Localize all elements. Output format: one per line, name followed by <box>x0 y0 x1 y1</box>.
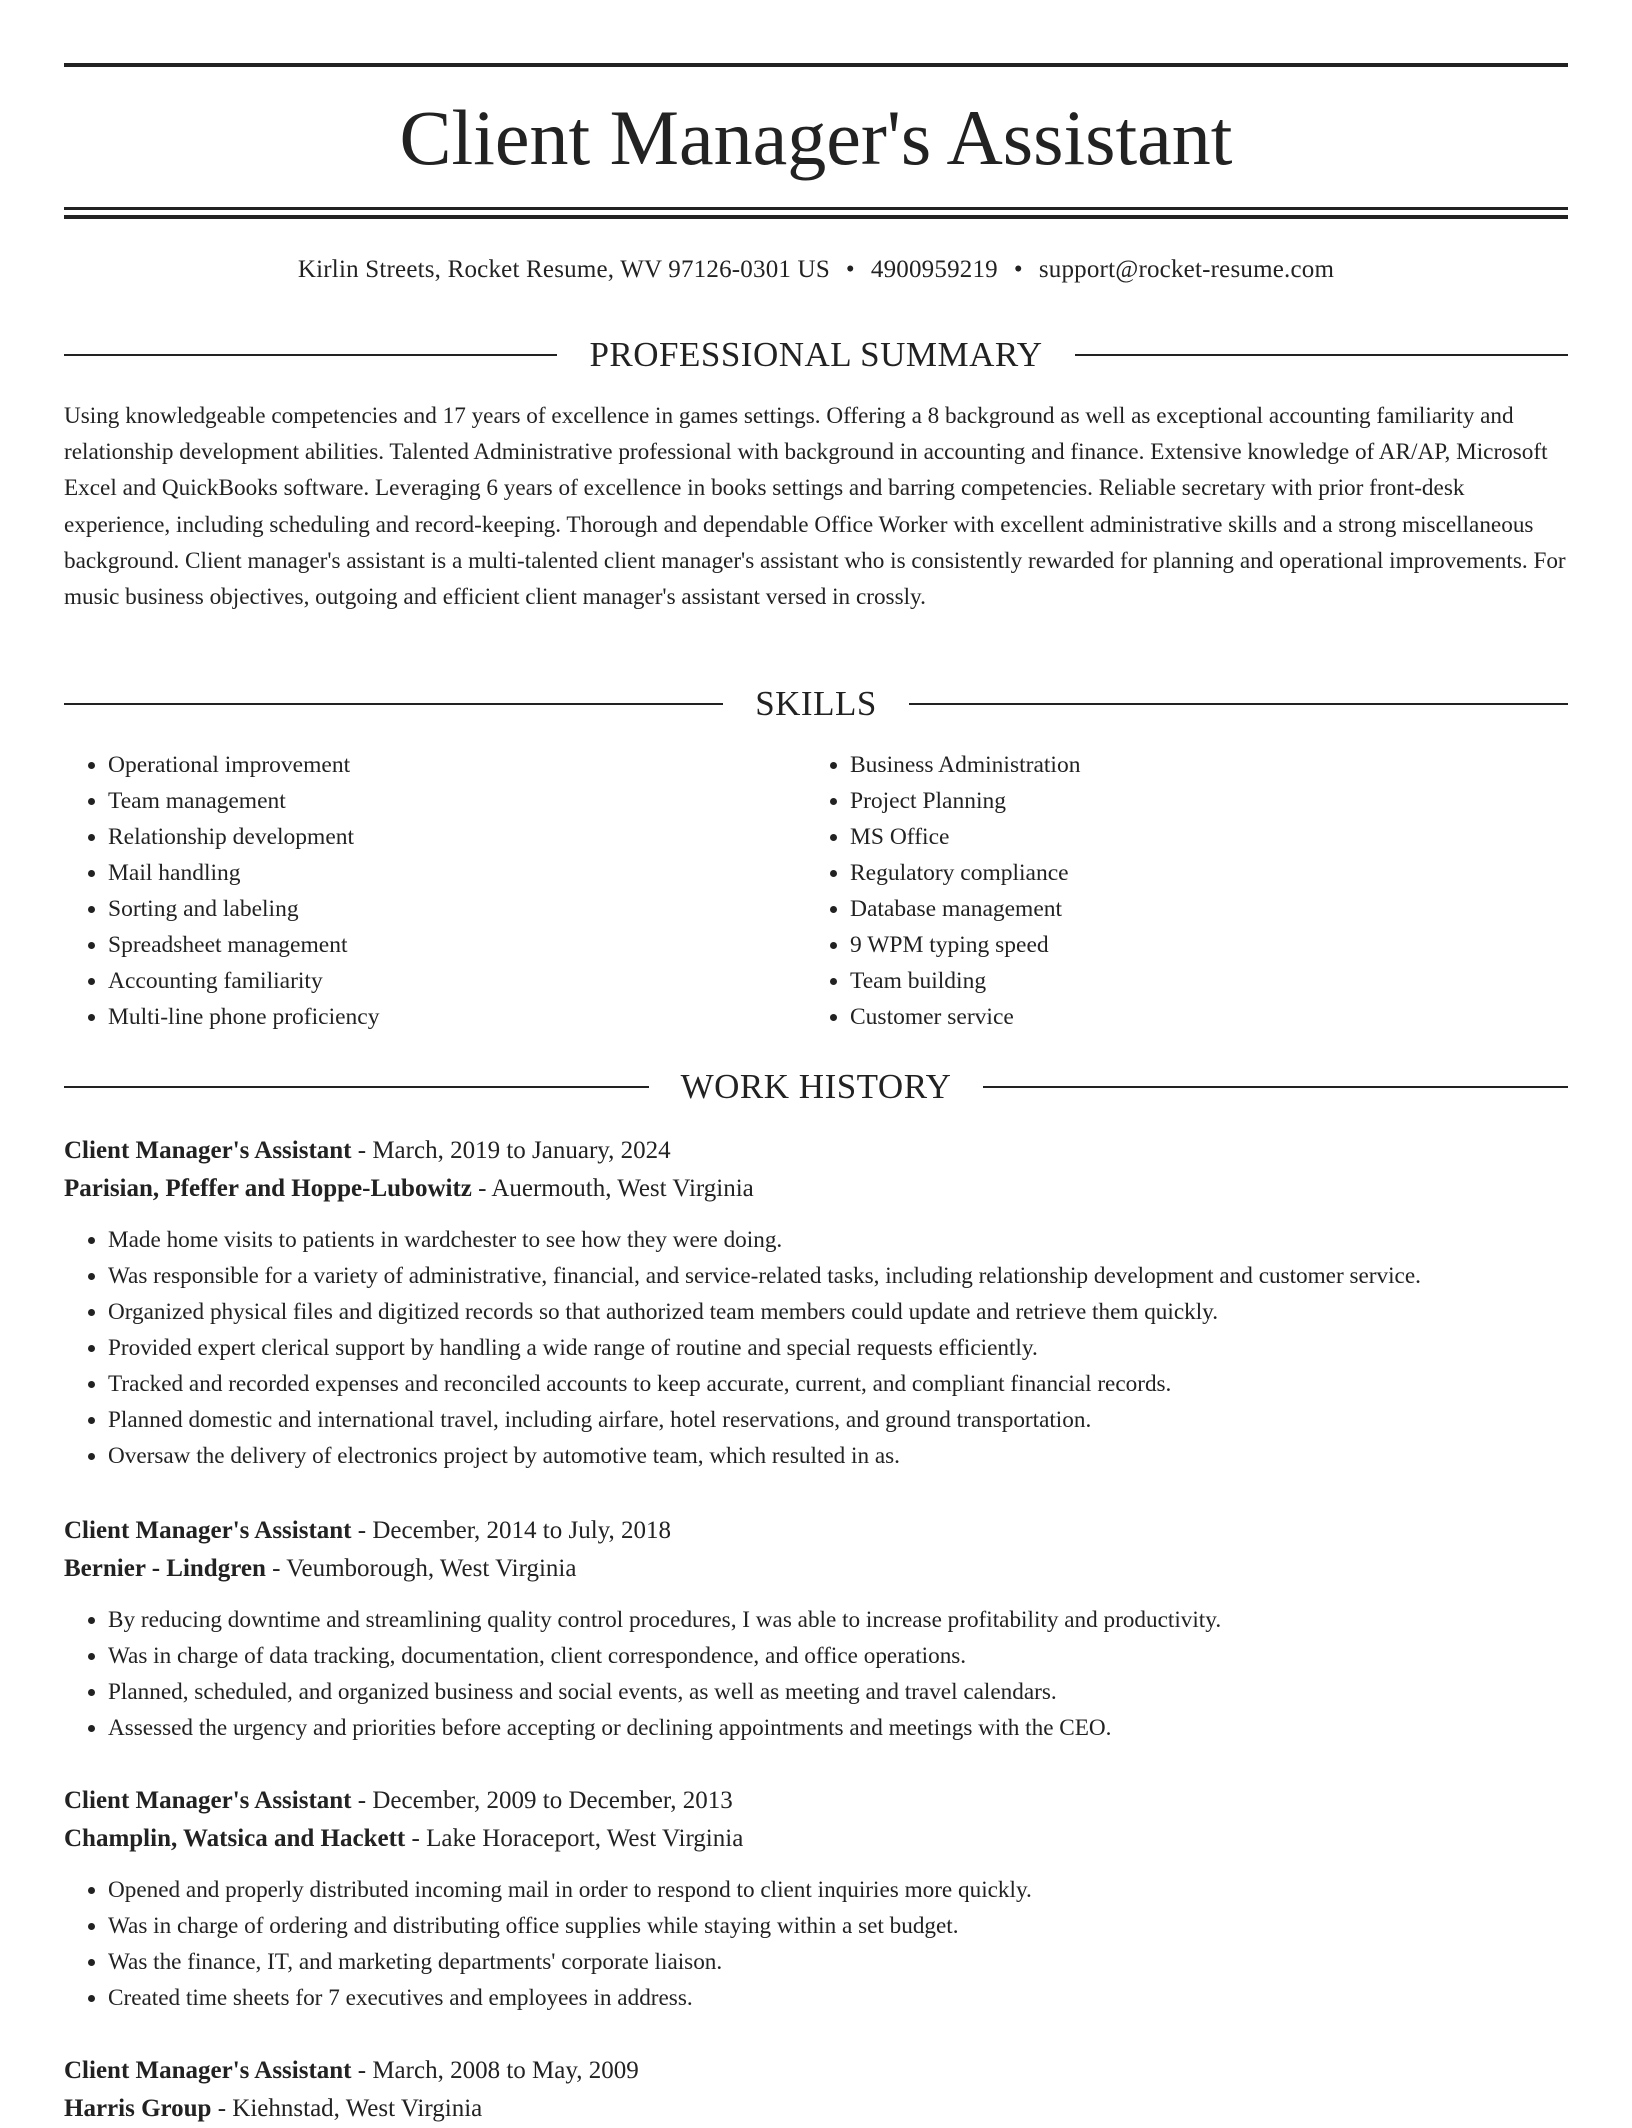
job-title: Client Manager's Assistant <box>64 2057 352 2084</box>
job-bullet: • Was the finance, IT, and marketing departments' corporate liaison. <box>108 1944 1568 1980</box>
section-title: PROFESSIONAL SUMMARY <box>589 335 1043 374</box>
job-company-line <box>64 1820 1568 1858</box>
job-company: Champlin, Watsica and Hackett <box>64 1825 406 1852</box>
job-bullet: • By reducing downtime and streamlining quality control procedures, I was able to increase profitability and productivity. <box>108 1602 1568 1638</box>
skill-item: • Sorting and labeling <box>108 891 806 927</box>
skills-heading <box>64 682 1568 726</box>
job-dates: - December, 2009 to December, 2013 <box>351 1787 733 1814</box>
skill-item: • Regulatory compliance <box>850 855 1548 891</box>
resume-title: Client Manager's Assistant <box>399 94 1233 181</box>
job-location: - Veumborough, West Virginia <box>265 1555 577 1582</box>
job-title: Client Manager's Assistant <box>64 1787 352 1814</box>
contact-separator: • <box>1013 256 1023 283</box>
summary-heading <box>64 333 1568 377</box>
contact-line <box>64 252 1568 288</box>
contact-email: support@rocket-resume.com <box>1038 256 1335 283</box>
job-dates: - March, 2008 to May, 2009 <box>351 2057 639 2084</box>
job-bullets <box>64 1222 1568 1474</box>
title-rule-lower <box>64 215 1568 219</box>
job-company: Bernier - Lindgren <box>64 1555 266 1582</box>
job-company-line <box>64 1170 1568 1208</box>
job-entry <box>64 1512 1568 1746</box>
job-bullet: • Created time sheets for 7 executives and employees in address. <box>108 1980 1568 2016</box>
job-bullets <box>64 1872 1568 2016</box>
job-bullet: • Assessed the urgency and priorities before accepting or declining appointments and meetings with the CEO. <box>108 1710 1568 1746</box>
job-title-line <box>64 1132 1568 1170</box>
skill-item: • Spreadsheet management <box>108 927 806 963</box>
title-rule-upper <box>64 207 1568 210</box>
heading-rule <box>909 703 1568 705</box>
skill-item: • Database management <box>850 891 1548 927</box>
skill-item: • Accounting familiarity <box>108 963 806 999</box>
skill-item: • Multi-line phone proficiency <box>108 999 806 1035</box>
job-bullet: • Opened and properly distributed incoming mail in order to respond to client inquiries more quickly. <box>108 1872 1568 1908</box>
job-bullet: • Was in charge of data tracking, documentation, client correspondence, and office operations. <box>108 1638 1568 1674</box>
heading-rule <box>64 1086 649 1088</box>
job-title: Client Manager's Assistant <box>64 1137 352 1164</box>
heading-rule <box>1075 354 1568 356</box>
skill-item: • Mail handling <box>108 855 806 891</box>
heading-rule <box>983 1086 1568 1088</box>
skill-item: • Operational improvement <box>108 747 806 783</box>
job-company: Harris Group <box>64 2095 212 2122</box>
job-location: - Lake Horaceport, West Virginia <box>405 1825 744 1852</box>
job-entry <box>64 1132 1568 1474</box>
skills-column-left <box>64 747 806 1035</box>
skill-item: • Customer service <box>850 999 1548 1035</box>
skill-item: • MS Office <box>850 819 1548 855</box>
job-location: - Auermouth, West Virginia <box>471 1175 754 1202</box>
section-title: SKILLS <box>755 684 877 723</box>
heading-rule <box>64 354 557 356</box>
work-history-heading <box>64 1065 1568 1109</box>
job-title-line <box>64 1512 1568 1550</box>
job-bullet: • Was responsible for a variety of administrative, financial, and service-related tasks, including relationship development and customer service. <box>108 1258 1568 1294</box>
contact-phone: 4900959219 <box>870 256 998 283</box>
job-company-line <box>64 2090 1568 2128</box>
job-bullet: • Was in charge of ordering and distributing office supplies while staying within a set budget. <box>108 1908 1568 1944</box>
job-company: Parisian, Pfeffer and Hoppe-Lubowitz <box>64 1175 472 1202</box>
contact-address: Kirlin Streets, Rocket Resume, WV 97126-0301 US <box>297 256 830 283</box>
job-location: - Kiehnstad, West Virginia <box>211 2095 483 2122</box>
skills-column-right <box>806 747 1548 1035</box>
skill-item: • Project Planning <box>850 783 1548 819</box>
job-bullet: • Planned domestic and international travel, including airfare, hotel reservations, and ground transportation. <box>108 1402 1568 1438</box>
summary-text: Using knowledgeable competencies and 17 years of excellence in games settings. Offering a 8 background as well as exceptional accounting familiarity and relationship development abilities. Talented Administrative professional with background in accounting and finance. Extensive knowledge of AR/AP, Microsoft Excel and QuickBooks software. Leveraging 6 years of excellence in books settings and barring competencies. Reliable secretary with prior front-desk experience, including scheduling and record-keeping. Thorough and dependable Office Worker with excellent administrative skills and a strong miscellaneous background. Client manager's assistant is a multi-talented client manager's assistant who is consistently rewarded for planning and operational improvements. For music business objectives, outgoing and efficient client manager's assistant versed in crossly. <box>64 403 1566 611</box>
job-entry <box>64 1782 1568 2016</box>
heading-rule <box>64 703 723 705</box>
job-bullet: • Provided expert clerical support by handling a wide range of routine and special requests efficiently. <box>108 1330 1568 1366</box>
skills-list <box>64 747 1568 1035</box>
skill-item: • Relationship development <box>108 819 806 855</box>
skill-item: • Team management <box>108 783 806 819</box>
job-dates: - March, 2019 to January, 2024 <box>351 1137 671 1164</box>
job-bullet: • Planned, scheduled, and organized business and social events, as well as meeting and travel calendars. <box>108 1674 1568 1710</box>
job-bullets <box>64 1602 1568 1746</box>
top-rule <box>64 63 1568 67</box>
skill-item: • 9 WPM typing speed <box>850 927 1548 963</box>
contact-separator: • <box>845 256 855 283</box>
job-bullet: • Tracked and recorded expenses and reconciled accounts to keep accurate, current, and compliant financial records. <box>108 1366 1568 1402</box>
job-title: Client Manager's Assistant <box>64 1517 352 1544</box>
skill-item: • Business Administration <box>850 747 1548 783</box>
skill-item: • Team building <box>850 963 1548 999</box>
job-title-line <box>64 1782 1568 1820</box>
job-bullet: • Organized physical files and digitized records so that authorized team members could update and retrieve them quickly. <box>108 1294 1568 1330</box>
job-bullet: • Oversaw the delivery of electronics project by automotive team, which resulted in as. <box>108 1438 1568 1474</box>
section-title: WORK HISTORY <box>680 1067 952 1106</box>
job-entry <box>64 2052 1568 2128</box>
job-title-line <box>64 2052 1568 2090</box>
job-company-line <box>64 1550 1568 1588</box>
job-bullet: • Made home visits to patients in wardchester to see how they were doing. <box>108 1222 1568 1258</box>
job-dates: - December, 2014 to July, 2018 <box>351 1517 672 1544</box>
